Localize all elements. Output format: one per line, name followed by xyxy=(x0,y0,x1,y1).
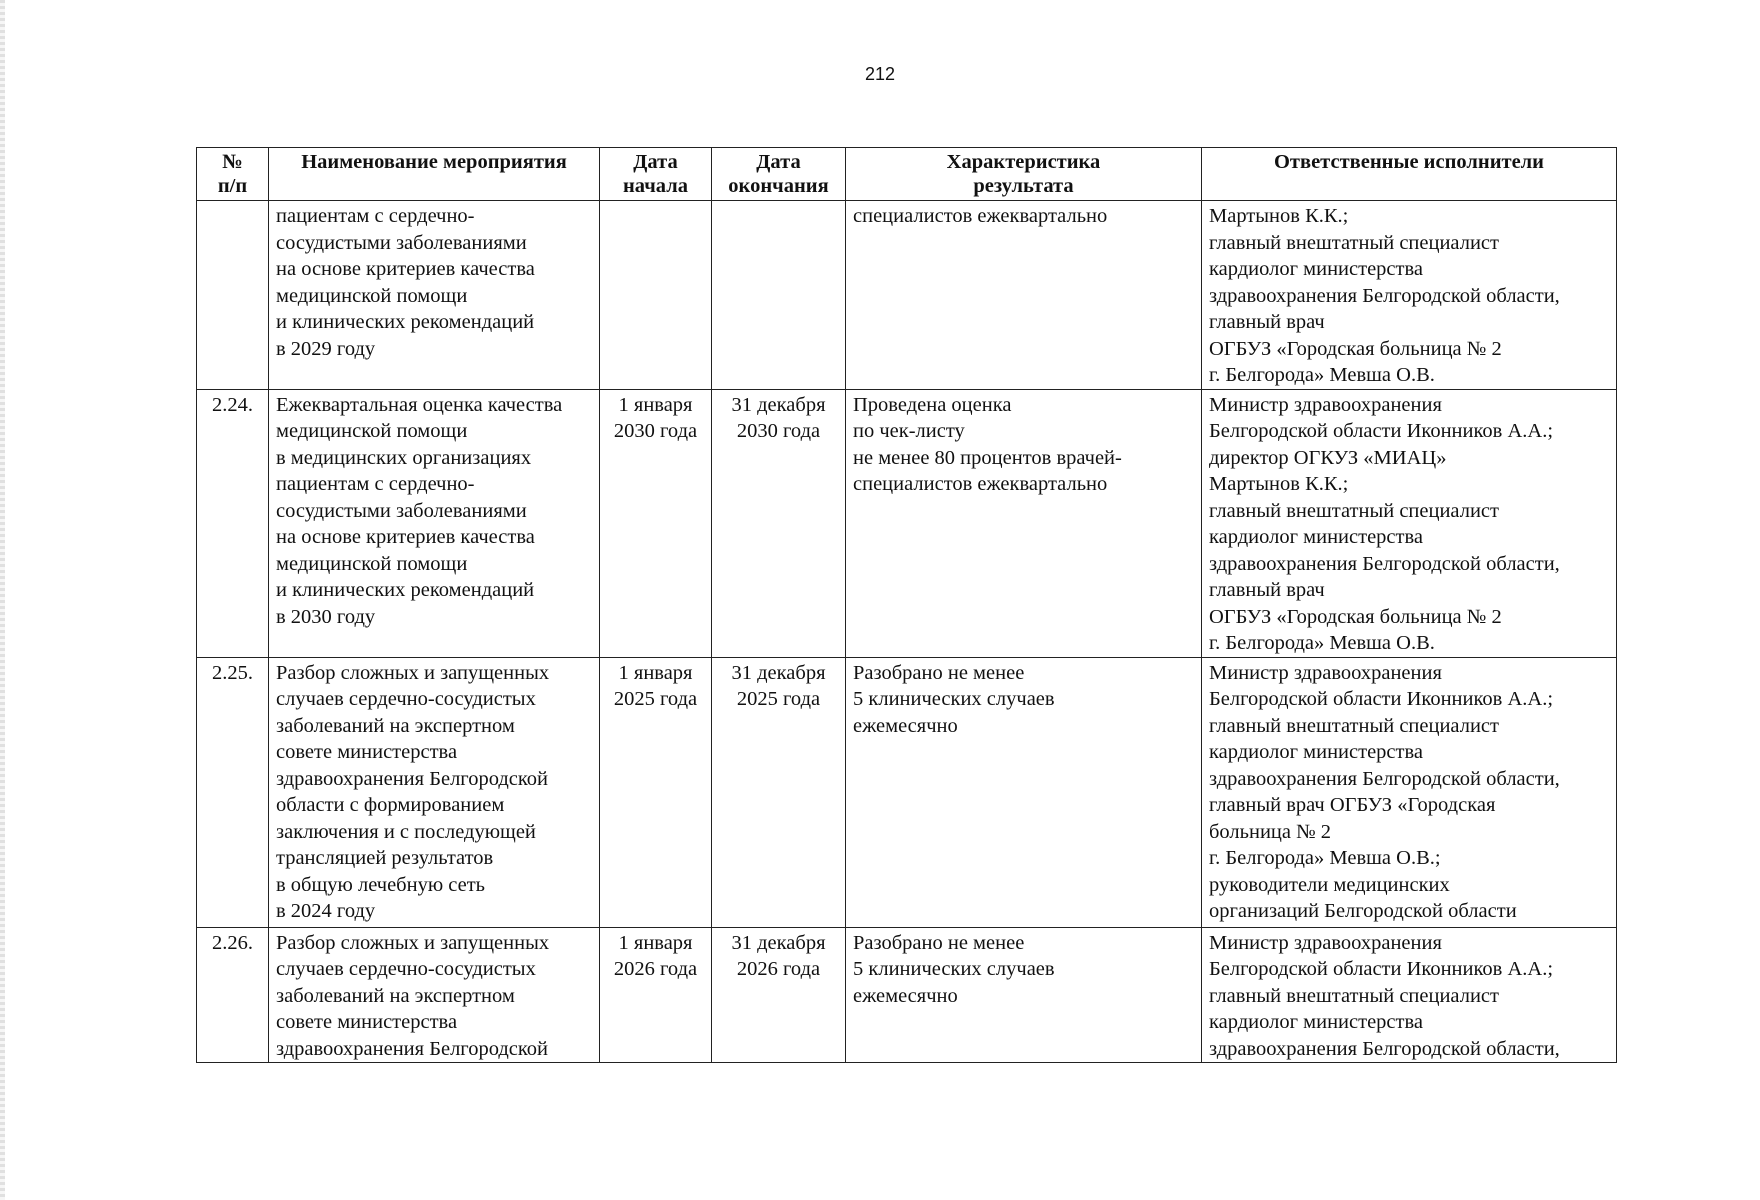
table-row xyxy=(197,389,1617,657)
cell-start-date: 1 января 2025 года xyxy=(600,657,712,927)
table-row xyxy=(197,657,1617,927)
action-plan-table xyxy=(196,147,1617,1063)
cell-number: 2.24. xyxy=(197,389,269,657)
cell-end-date xyxy=(712,201,846,390)
scan-edge-artifact xyxy=(0,0,5,1200)
header-end-date: Дата окончания xyxy=(712,148,846,201)
header-number: № п/п xyxy=(197,148,269,201)
header-event-name: Наименование мероприятия xyxy=(269,148,600,201)
cell-result: Разобрано не менее 5 клинических случаев ежемесячно xyxy=(846,657,1202,927)
cell-result: Разобрано не менее 5 клинических случаев ежемесячно xyxy=(846,927,1202,1063)
cell-responsible: Министр здравоохранения Белгородской области Иконников А.А.; главный внештатный специалист кардиолог министерства здравоохранения Белгородской области, главный врач ОГБУЗ «Городская больница № 2 г. Белгорода» Мевша О.В.; руководители медицинских организаций Белгородской области xyxy=(1202,657,1617,927)
header-result: Характеристика результата xyxy=(846,148,1202,201)
cell-number xyxy=(197,201,269,390)
cell-result: специалистов ежеквартально xyxy=(846,201,1202,390)
cell-result: Проведена оценка по чек-листу не менее 80 процентов врачей- специалистов ежеквартально xyxy=(846,389,1202,657)
cell-start-date xyxy=(600,201,712,390)
cell-start-date: 1 января 2030 года xyxy=(600,389,712,657)
page-number: 212 xyxy=(864,64,896,84)
cell-responsible: Министр здравоохранения Белгородской области Иконников А.А.; директор ОГКУЗ «МИАЦ» Мартынов К.К.; главный внештатный специалист кардиолог министерства здравоохранения Белгородской области, главный врач ОГБУЗ «Городская больница № 2 г. Белгорода» Мевша О.В. xyxy=(1202,389,1617,657)
table-row xyxy=(197,201,1617,390)
header-responsible: Ответственные исполнители xyxy=(1202,148,1617,201)
cell-start-date: 1 января 2026 года xyxy=(600,927,712,1063)
table-header-row xyxy=(197,148,1617,201)
cell-end-date: 31 декабря 2025 года xyxy=(712,657,846,927)
cell-responsible: Мартынов К.К.; главный внештатный специалист кардиолог министерства здравоохранения Белгородской области, главный врач ОГБУЗ «Городская больница № 2 г. Белгорода» Мевша О.В. xyxy=(1202,201,1617,390)
cell-end-date: 31 декабря 2026 года xyxy=(712,927,846,1063)
header-start-date: Дата начала xyxy=(600,148,712,201)
cell-responsible: Министр здравоохранения Белгородской области Иконников А.А.; главный внештатный специалист кардиолог министерства здравоохранения Белгородской области, xyxy=(1202,927,1617,1063)
cell-event-name: Разбор сложных и запущенных случаев сердечно-сосудистых заболеваний на экспертном совете министерства здравоохранения Белгородской xyxy=(269,927,600,1063)
cell-end-date: 31 декабря 2030 года xyxy=(712,389,846,657)
cell-event-name: Ежеквартальная оценка качества медицинской помощи в медицинских организациях пациентам с сердечно- сосудистыми заболеваниями на основе критериев качества медицинской помощи и клинических рекомендаций в 2030 году xyxy=(269,389,600,657)
cell-event-name: Разбор сложных и запущенных случаев сердечно-сосудистых заболеваний на экспертном совете министерства здравоохранения Белгородской области с формированием заключения и с последующей трансляцией результатов в общую лечебную сеть в 2024 году xyxy=(269,657,600,927)
cell-number: 2.26. xyxy=(197,927,269,1063)
cell-number: 2.25. xyxy=(197,657,269,927)
cell-event-name: пациентам с сердечно- сосудистыми заболеваниями на основе критериев качества медицинской помощи и клинических рекомендаций в 2029 году xyxy=(269,201,600,390)
table-row xyxy=(197,927,1617,1063)
